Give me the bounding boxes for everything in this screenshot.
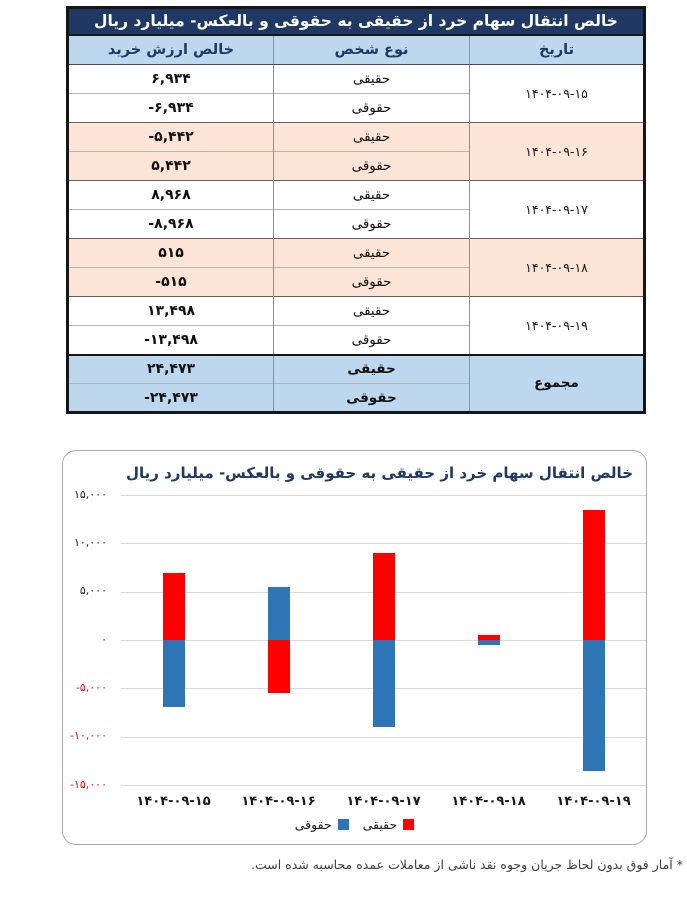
total-row — [68, 355, 645, 384]
bar-series-0 — [268, 640, 290, 693]
net-value-cell: -۸,۹۶۸ — [68, 210, 274, 239]
y-axis-tick-label: ۰ — [101, 632, 107, 646]
x-axis-tick-label: ۱۴۰۴-۰۹-۱۷ — [346, 794, 421, 809]
y-axis-tick-label: ۵,۰۰۰ — [79, 584, 107, 598]
date-cell: ۱۴۰۴-۰۹-۱۹ — [470, 297, 645, 355]
y-axis-tick-label: -۵,۰۰۰ — [75, 680, 107, 694]
column-header-person-type: نوع شخص — [274, 35, 470, 65]
x-axis-tick-label: ۱۴۰۴-۰۹-۱۹ — [556, 794, 631, 809]
net-value-cell: ۶,۹۳۴ — [68, 65, 274, 94]
bar-series-1 — [478, 640, 500, 645]
net-value-cell: ۸,۹۶۸ — [68, 181, 274, 210]
person-type-cell: حقوقی — [274, 210, 470, 239]
person-type-cell: حقیقی — [274, 123, 470, 152]
person-type-cell: حقیقی — [274, 355, 470, 384]
person-type-cell: حقوقی — [274, 152, 470, 181]
net-transfer-chart — [62, 450, 647, 845]
net-value-cell: -۲۴,۴۷۳ — [68, 384, 274, 413]
person-type-cell: حقوقی — [274, 94, 470, 123]
net-value-cell: ۵۱۵ — [68, 239, 274, 268]
net-value-cell: ۵,۴۴۲ — [68, 152, 274, 181]
x-axis-tick-label: ۱۴۰۴-۰۹-۱۶ — [241, 794, 316, 809]
net-value-cell: -۱۳,۴۹۸ — [68, 326, 274, 355]
legend-swatch-institutional-icon — [338, 819, 349, 830]
y-axis-tick-label: -۱۵,۰۰۰ — [69, 777, 107, 791]
net-value-cell: ۲۴,۴۷۳ — [68, 355, 274, 384]
person-type-cell: حقیقی — [274, 181, 470, 210]
gridline — [121, 737, 646, 738]
y-axis-tick-label: ۱۵,۰۰۰ — [73, 487, 107, 501]
person-type-cell: حقوقی — [274, 326, 470, 355]
gridline — [121, 785, 646, 786]
table-row — [68, 65, 645, 94]
table-row — [68, 181, 645, 210]
net-transfer-table — [66, 6, 646, 414]
chart-plot-area — [121, 495, 646, 809]
person-type-cell: حقوقی — [274, 384, 470, 413]
date-cell: ۱۴۰۴-۰۹-۱۶ — [470, 123, 645, 181]
net-value-cell: -۵۱۵ — [68, 268, 274, 297]
y-axis — [63, 487, 113, 791]
date-cell: ۱۴۰۴-۰۹-۱۵ — [470, 65, 645, 123]
legend-item-institutional — [295, 817, 349, 832]
x-axis-tick-label: ۱۴۰۴-۰۹-۱۸ — [451, 794, 526, 809]
person-type-cell: حقوقی — [274, 268, 470, 297]
bar-series-0 — [373, 553, 395, 640]
date-cell: ۱۴۰۴-۰۹-۱۸ — [470, 239, 645, 297]
net-value-cell: -۵,۴۴۲ — [68, 123, 274, 152]
x-axis-tick-label: ۱۴۰۴-۰۹-۱۵ — [136, 794, 211, 809]
table-header-row — [68, 35, 645, 65]
bar-series-1 — [268, 587, 290, 640]
legend-label: حقیقی — [362, 817, 398, 832]
gridline — [121, 543, 646, 544]
legend-item-individual — [363, 817, 415, 832]
bar-series-1 — [373, 640, 395, 727]
bar-series-1 — [583, 640, 605, 771]
y-axis-tick-label: -۱۰,۰۰۰ — [69, 729, 107, 743]
table-row — [68, 239, 645, 268]
date-cell: ۱۴۰۴-۰۹-۱۷ — [470, 181, 645, 239]
bar-series-0 — [583, 510, 605, 641]
table-title: خالص انتقال سهام خرد از حقیقی به حقوقی و بالعکس- میلیارد ریال — [68, 8, 645, 35]
person-type-cell: حقیقی — [274, 65, 470, 94]
net-value-cell: -۶,۹۳۴ — [68, 94, 274, 123]
table-title-row — [68, 8, 645, 35]
total-label-cell: مجموع — [470, 355, 645, 413]
legend-label: حقوقی — [294, 817, 332, 832]
person-type-cell: حقیقی — [274, 239, 470, 268]
table-row — [68, 297, 645, 326]
bar-series-0 — [163, 573, 185, 640]
chart-legend — [63, 817, 646, 832]
column-header-net-value: خالص ارزش خرید — [68, 35, 274, 65]
person-type-cell: حقیقی — [274, 297, 470, 326]
column-header-date: تاریخ — [470, 35, 645, 65]
y-axis-tick-label: ۱۰,۰۰۰ — [73, 535, 107, 549]
gridline — [121, 495, 646, 496]
bar-series-1 — [163, 640, 185, 707]
footnote: * آمار فوق بدون لحاظ جریان وجوه نقد ناشی از معاملات عمده محاسبه شده است. — [251, 857, 683, 872]
net-value-cell: ۱۳,۴۹۸ — [68, 297, 274, 326]
legend-swatch-individual-icon — [403, 819, 414, 830]
chart-title: خالص انتقال سهام خرد از حقیقی به حقوقی و بالعکس- میلیارد ریال — [125, 464, 634, 482]
table-row — [68, 123, 645, 152]
